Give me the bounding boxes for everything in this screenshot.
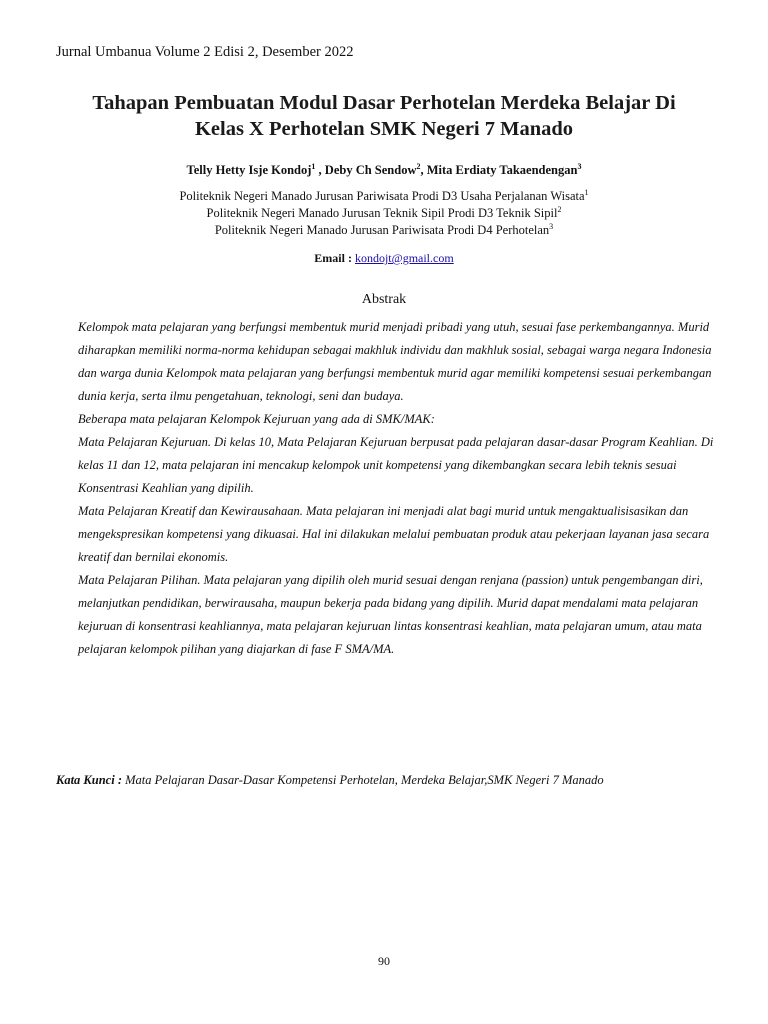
affiliation-mark: 2 xyxy=(557,204,562,214)
email-link[interactable]: kondojt@gmail.com xyxy=(354,251,454,265)
author-affiliation-mark: 1 xyxy=(311,161,316,171)
affiliation-mark: 1 xyxy=(584,187,589,197)
abstract-paragraph: Kelompok mata pelajaran yang berfungsi membentuk murid menjadi pribadi yang utuh, sesuai fase perkembangannya. Murid diharapkan memiliki norma-norma kehidupan sebagai makhluk individu dan makhluk sosial, sebagai warga negara Indonesia dan warga dunia Kelompok mata pelajaran yang berfungsi membentuk murid agar memiliki kompetensi sesuai perkembangan dunia kerja, serta ilmu pengetahuan, teknologi, seni dan budaya. xyxy=(78,320,712,403)
email-line xyxy=(40,251,728,266)
email-label: Email : xyxy=(314,251,352,265)
author-separator: , xyxy=(315,163,325,177)
title-line-1: Tahapan Pembuatan Modul Dasar Perhotelan Merdeka Belajar Di xyxy=(92,92,676,114)
abstract-body xyxy=(78,316,718,661)
paper-title xyxy=(40,90,728,142)
author-name: Mita Erdiaty Takaendengan xyxy=(426,163,578,177)
keywords-line xyxy=(56,773,736,788)
abstract-paragraph: Mata Pelajaran Kreatif dan Kewirausahaan. Mata pelajaran ini menjadi alat bagi murid untuk mengaktualisisasikan dan mengekspresikan kompetensi yang dikuasai. Hal ini dilakukan melalui pembuatan produk atau pekerjaan layanan jasa secara kreatif dan bernilai ekonomis. xyxy=(78,504,710,564)
affiliation-list xyxy=(40,188,728,239)
author-list xyxy=(40,163,728,178)
affiliation-line xyxy=(40,205,728,222)
author-separator: , xyxy=(420,163,427,177)
abstract-paragraph: Mata Pelajaran Kejuruan. Di kelas 10, Mata Pelajaran Kejuruan berpusat pada pelajaran dasar-dasar Program Keahlian. Di kelas 11 dan 12, mata pelajaran ini mencakup kelompok unit kompetensi yang dikembangkan secara lebih teknis sesuai Konsentrasi Keahlian yang dipilih. xyxy=(78,435,714,495)
keywords-label: Kata Kunci : xyxy=(56,773,122,787)
affiliation-text: Politeknik Negeri Manado Jurusan Pariwisata Prodi D4 Perhotelan xyxy=(214,223,550,237)
affiliation-line xyxy=(40,188,728,205)
page-number: 90 xyxy=(378,954,390,968)
affiliation-text: Politeknik Negeri Manado Jurusan Teknik Sipil Prodi D3 Teknik Sipil xyxy=(206,206,558,220)
abstract-paragraph: Beberapa mata pelajaran Kelompok Kejuruan yang ada di SMK/MAK: xyxy=(78,412,435,426)
affiliation-mark: 3 xyxy=(549,221,554,231)
author-affiliation-mark: 3 xyxy=(577,161,582,171)
abstract-heading: Abstrak xyxy=(361,292,407,307)
affiliation-line xyxy=(40,222,728,239)
journal-header: Jurnal Umbanua Volume 2 Edisi 2, Desember 2022 xyxy=(56,44,354,60)
keywords-text: Mata Pelajaran Dasar-Dasar Kompetensi Perhotelan, Merdeka Belajar,SMK Negeri 7 Manado xyxy=(125,773,604,787)
author-affiliation-mark: 2 xyxy=(416,161,421,171)
author-name: Telly Hetty Isje Kondoj xyxy=(186,163,312,177)
title-line-2: Kelas X Perhotelan SMK Negeri 7 Manado xyxy=(194,118,574,140)
author-name: Deby Ch Sendow xyxy=(324,163,417,177)
abstract-paragraph: Mata Pelajaran Pilihan. Mata pelajaran yang dipilih oleh murid sesuai dengan renjana (passion) untuk pengembangan diri, melanjutkan pendidikan, berwirausaha, maupun bekerja pada bidang yang dipilih. Murid dapat mendalami mata pelajaran kejuruan di konsentrasi keahliannya, mata pelajaran kejuruan lintas konsentrasi keahlian, mata pelajaran umum, atau mata pelajaran kelompok pilihan yang diajarkan di fase F SMA/MA. xyxy=(78,573,703,656)
affiliation-text: Politeknik Negeri Manado Jurusan Pariwisata Prodi D3 Usaha Perjalanan Wisata xyxy=(179,189,585,203)
